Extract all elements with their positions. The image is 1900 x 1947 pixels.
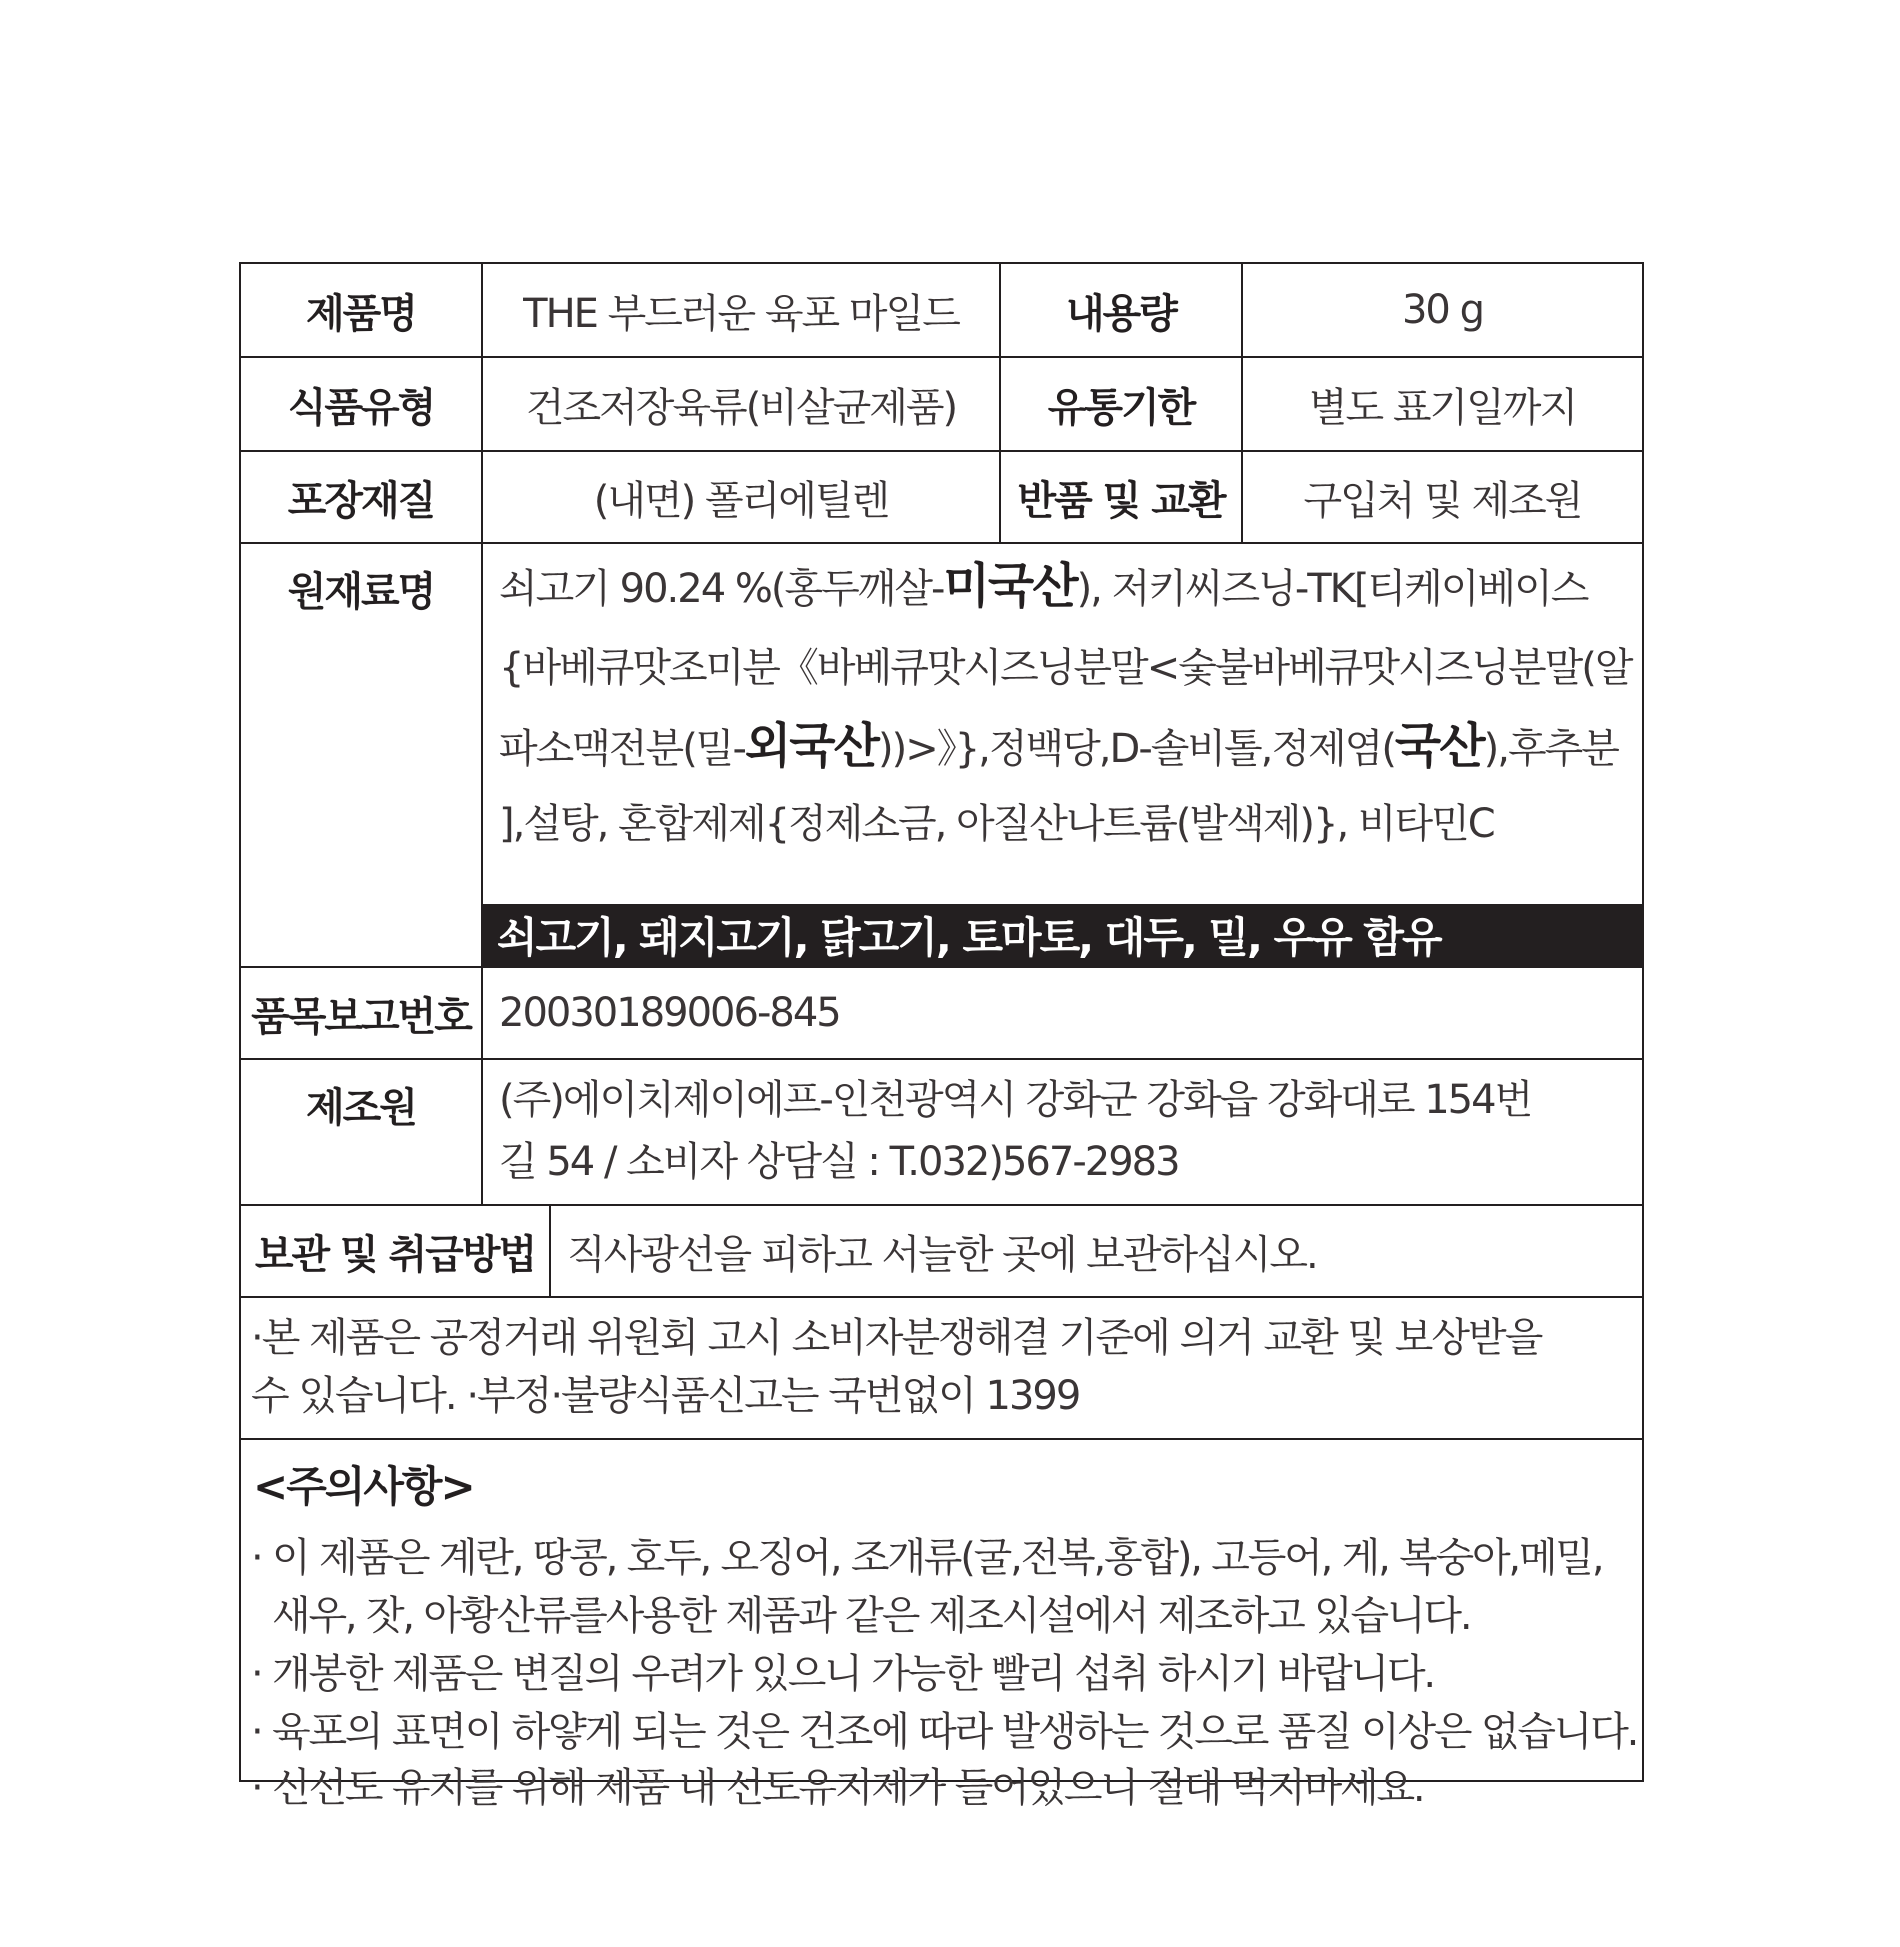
- caution-line: · 이 제품은 계란, 땅콩, 호두, 오징어, 조개류(굴,전복,홍합), 고등어, 게, 복숭아,메밀,: [251, 1535, 1603, 1581]
- ingredients-text: ))>》},정백당,D-솔비톨,정제염(: [878, 726, 1395, 772]
- volume-label: 내용량: [999, 264, 1241, 356]
- ingredients-text: ), 저키씨즈닝-TK[티케이베이스: [1076, 566, 1588, 612]
- origin-usa: 미국산: [943, 558, 1077, 614]
- storage-row: [241, 1206, 1642, 1298]
- product-row: [241, 264, 1642, 358]
- origin-foreign: 외국산: [744, 718, 878, 774]
- report-number-label: 품목보고번호: [251, 993, 471, 1040]
- food-type-value: 건조저장육류(비살균제품): [481, 358, 999, 450]
- ingredients-text: 쇠고기 90.24 %(홍두깨살-: [499, 566, 944, 612]
- ingredients-line-1: [499, 556, 1587, 619]
- ingredients-line-3: [499, 716, 1618, 779]
- ingredients-row: [241, 544, 1642, 968]
- notice-line-2: 수 있습니다. ·부정·불량식품신고는 국번없이 1399: [251, 1373, 1080, 1419]
- packaging-material-value: (내면) 폴리에틸렌: [481, 452, 999, 542]
- ingredients-line-2: {바베큐맛조미분《바베큐맛시즈닝분말<숯불바베큐맛시즈닝분말(알: [499, 645, 1632, 691]
- notice-line-1: ·본 제품은 공정거래 위원회 고시 소비자분쟁해결 기준에 의거 교환 및 보상받을: [251, 1315, 1542, 1361]
- expiry-label: 유통기한: [999, 358, 1241, 450]
- origin-domestic: 국산: [1394, 718, 1484, 774]
- storage-label: 보관 및 취급방법: [254, 1231, 536, 1278]
- ingredients-text: 파소맥전분(밀-: [499, 726, 745, 772]
- return-exchange-value: 구입처 및 제조원: [1241, 452, 1642, 542]
- product-name-label: 제품명: [306, 290, 416, 337]
- ingredients-label: 원재료명: [287, 569, 435, 615]
- caution-line: 새우, 잣, 아황산류를사용한 제품과 같은 제조시설에서 제조하고 있습니다.: [251, 1593, 1471, 1639]
- return-exchange-label: 반품 및 교환: [999, 452, 1241, 542]
- manufacturer-line-2: 길 54 / 소비자 상담실 : T.032)567-2983: [499, 1139, 1179, 1185]
- report-number-row: [241, 968, 1642, 1060]
- manufacturer-line-1: (주)에이치제이에프-인천광역시 강화군 강화읍 강화대로 154번: [499, 1077, 1532, 1123]
- manufacturer-row: [241, 1060, 1642, 1206]
- report-number-value: 20030189006-845: [481, 968, 1642, 1058]
- caution-row: [241, 1440, 1642, 1811]
- storage-value: 직사광선을 피하고 서늘한 곳에 보관하십시오.: [549, 1206, 1642, 1296]
- nutrition-label-table: [239, 262, 1644, 1811]
- packaging-material-label: 포장재질: [287, 477, 435, 524]
- caution-line: · 신선도 유지를 위해 제품 내 선도유지제가 들어있으니 절대 먹지마세요.: [251, 1765, 1424, 1811]
- volume-value: 30 g: [1241, 264, 1642, 356]
- allergen-banner: 쇠고기, 돼지고기, 닭고기, 토마토, 대두, 밀, 우유 함유: [481, 904, 1642, 966]
- packaging-row: [241, 452, 1642, 544]
- ingredients-line-4: ],설탕, 혼합제제{정제소금, 아질산나트륨(발색제)}, 비타민C: [499, 801, 1494, 847]
- manufacturer-label: 제조원: [306, 1085, 416, 1131]
- food-type-label: 식품유형: [287, 384, 435, 431]
- expiry-value: 별도 표기일까지: [1241, 358, 1642, 450]
- caution-title: <주의사항>: [253, 1462, 474, 1511]
- caution-line: · 개봉한 제품은 변질의 우려가 있으니 가능한 빨리 섭취 하시기 바랍니다.: [251, 1651, 1434, 1697]
- food-type-row: [241, 358, 1642, 452]
- ingredients-text: ),후추분: [1483, 726, 1618, 772]
- notice-row: [241, 1298, 1642, 1440]
- product-name-value: THE 부드러운 육포 마일드: [481, 264, 999, 356]
- caution-line: · 육포의 표면이 하얗게 되는 것은 건조에 따라 발생하는 것으로 품질 이상은 없습니다.: [251, 1709, 1638, 1755]
